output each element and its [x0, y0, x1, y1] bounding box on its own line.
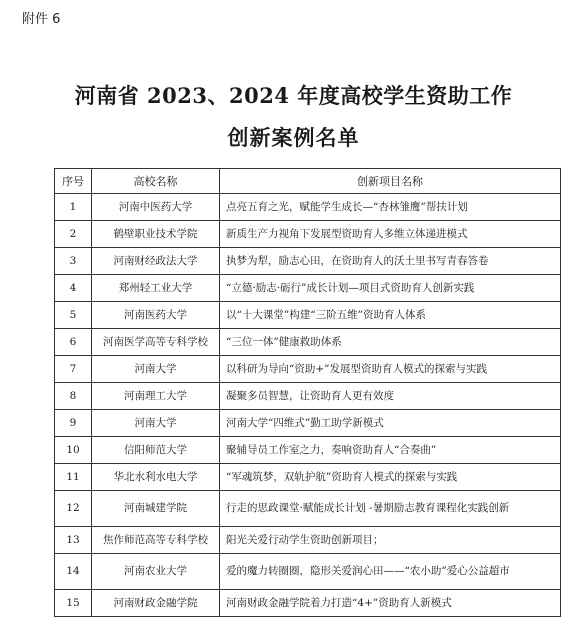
row-number: 13 [55, 527, 92, 554]
table-row [55, 248, 561, 275]
row-number: 14 [55, 554, 92, 590]
table-row [55, 491, 561, 527]
table-row [55, 356, 561, 383]
row-school: 河南医药大学 [92, 302, 220, 329]
row-project: 河南财政金融学院着力打造“4+”资助育人新模式 [220, 590, 561, 617]
table-row [55, 275, 561, 302]
column-header-school: 高校名称 [92, 169, 220, 194]
row-school: 河南财政金融学院 [92, 590, 220, 617]
table-row [55, 464, 561, 491]
row-project: 执梦为犁，励志心田，在资助育人的沃土里书写青春答卷 [220, 248, 561, 275]
row-school: 鹤壁职业技术学院 [92, 221, 220, 248]
row-project: 点亮五育之光，赋能学生成长—“杏林雏鹰”帮扶计划 [220, 194, 561, 221]
table-row [55, 302, 561, 329]
column-header-project: 创新项目名称 [220, 169, 561, 194]
case-list-table [54, 168, 561, 617]
row-school: 河南城建学院 [92, 491, 220, 527]
row-school: 河南农业大学 [92, 554, 220, 590]
table-row [55, 590, 561, 617]
table-row [55, 437, 561, 464]
row-number: 12 [55, 491, 92, 527]
row-school: 华北水利水电大学 [92, 464, 220, 491]
attachment-label: 附件 6 [22, 12, 61, 27]
row-number: 5 [55, 302, 92, 329]
row-project: 凝聚多员智慧，让资助育人更有效度 [220, 383, 561, 410]
row-number: 8 [55, 383, 92, 410]
row-school: 河南医学高等专科学校 [92, 329, 220, 356]
row-number: 1 [55, 194, 92, 221]
column-header-no: 序号 [55, 169, 92, 194]
row-project: 以科研为导向“资助+”发展型资助育人模式的探索与实践 [220, 356, 561, 383]
row-project: 新质生产力视角下发展型资助育人多维立体递进模式 [220, 221, 561, 248]
row-school: 郑州轻工业大学 [92, 275, 220, 302]
row-school: 河南中医药大学 [92, 194, 220, 221]
table-row [55, 221, 561, 248]
row-school: 河南财经政法大学 [92, 248, 220, 275]
row-number: 10 [55, 437, 92, 464]
row-project: 爱的魔力转圈圈，隐形关爱润心田——“农小助”爱心公益超市 [220, 554, 561, 590]
row-school: 焦作师范高等专科学校 [92, 527, 220, 554]
row-project: 河南大学“四维式”勤工助学新模式 [220, 410, 561, 437]
row-number: 3 [55, 248, 92, 275]
table-header-row [55, 169, 561, 194]
table-row [55, 329, 561, 356]
row-project: “军魂筑梦，双轨护航”资助育人模式的探索与实践 [220, 464, 561, 491]
row-school: 河南理工大学 [92, 383, 220, 410]
document-subtitle: 创新案例名单 [227, 125, 360, 150]
table-row [55, 554, 561, 590]
row-number: 4 [55, 275, 92, 302]
table-row [55, 383, 561, 410]
row-number: 7 [55, 356, 92, 383]
table-row [55, 527, 561, 554]
row-school: 信阳师范大学 [92, 437, 220, 464]
row-school: 河南大学 [92, 410, 220, 437]
row-project: 行走的思政课堂·赋能成长计划 -暑期励志教育课程化实践创新 [220, 491, 561, 527]
row-project: “三位一体”健康救助体系 [220, 329, 561, 356]
document-title: 河南省 2023、2024 年度高校学生资助工作 [74, 83, 513, 108]
row-project: 阳光关爱行动学生资助创新项目； [220, 527, 561, 554]
table-row [55, 194, 561, 221]
row-project: 聚辅导员工作室之力，奏响资助育人“合奏曲” [220, 437, 561, 464]
row-number: 2 [55, 221, 92, 248]
row-school: 河南大学 [92, 356, 220, 383]
row-number: 11 [55, 464, 92, 491]
row-project: “立德·励志·砺行”成长计划—项目式资助育人创新实践 [220, 275, 561, 302]
table-row [55, 410, 561, 437]
row-number: 15 [55, 590, 92, 617]
row-number: 9 [55, 410, 92, 437]
row-project: 以“十大课堂”构建“三阶五维”资助育人体系 [220, 302, 561, 329]
row-number: 6 [55, 329, 92, 356]
